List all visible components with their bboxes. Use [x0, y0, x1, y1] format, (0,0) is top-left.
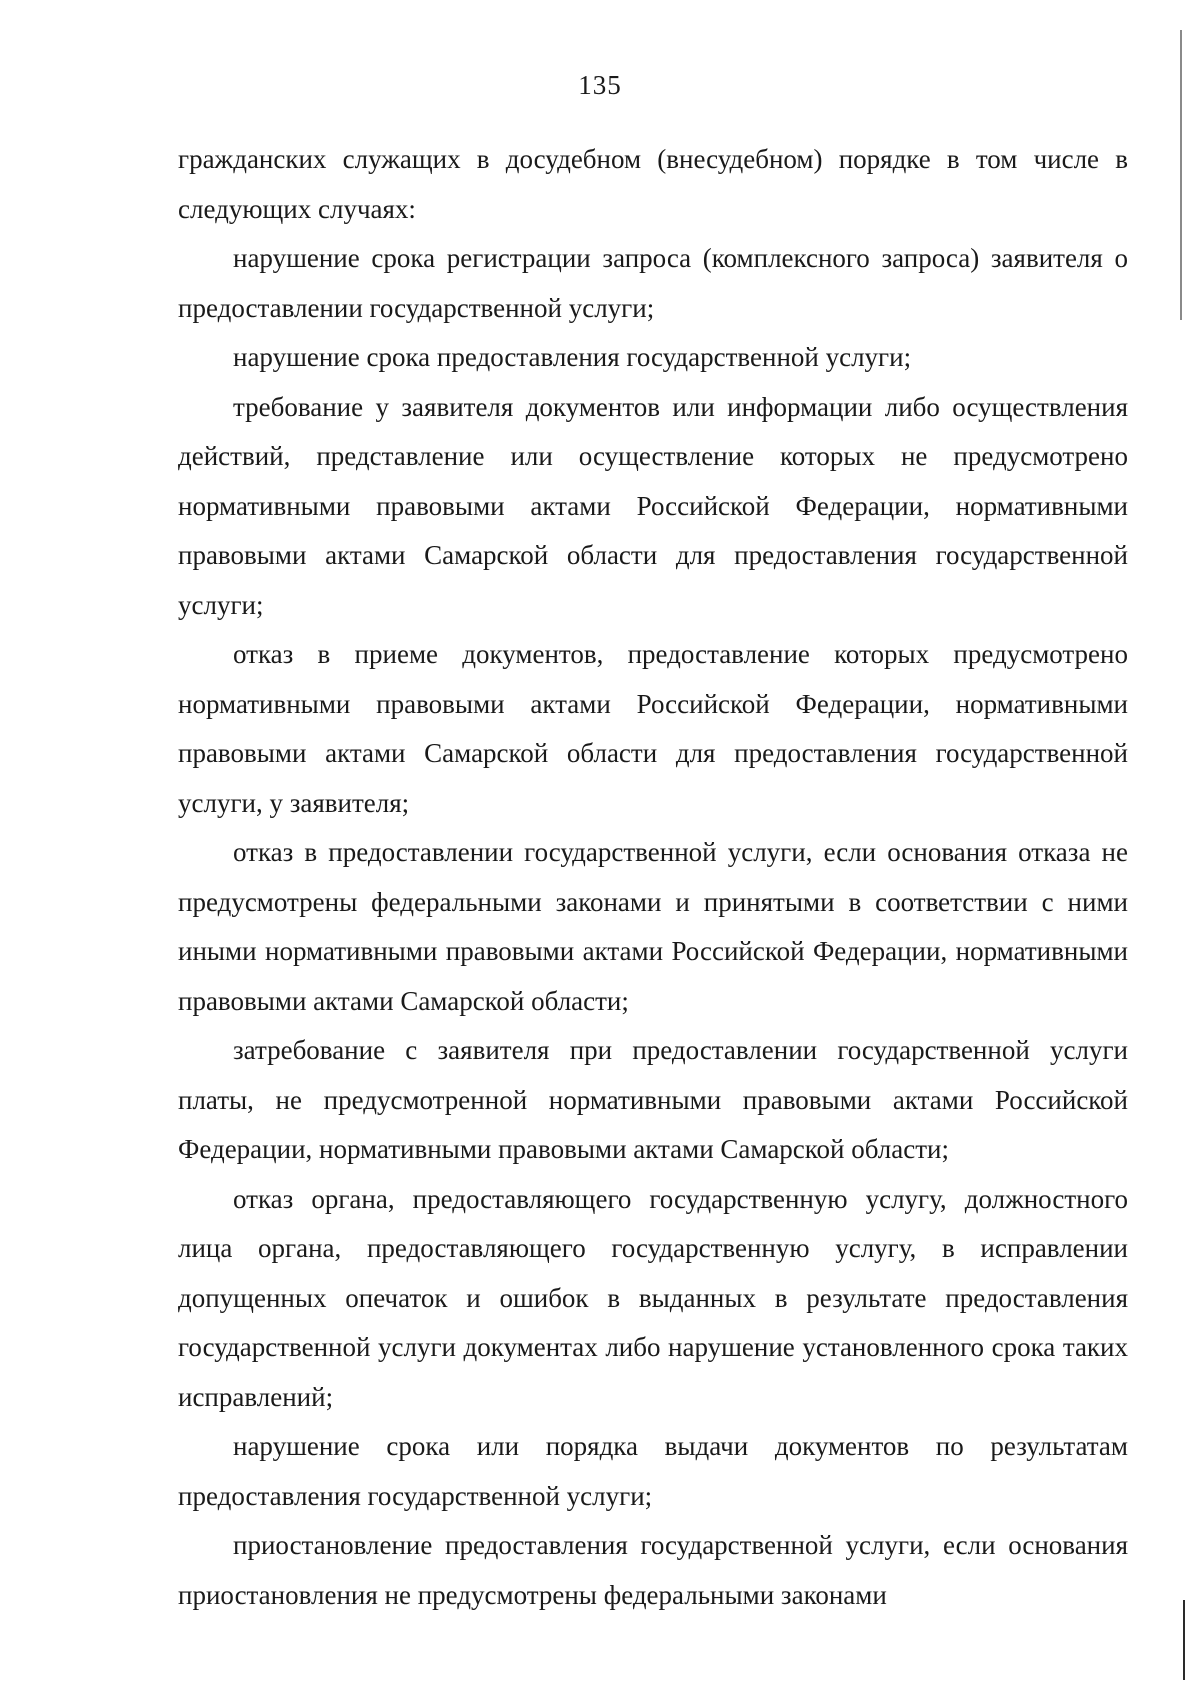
paragraph: отказ в приеме документов, предоставление которых предусмотрено нормативными правовыми актами Российской Федерации, нормативными правовыми актами Самарской области для предоставления государственной услуги, у заявителя;: [178, 639, 1128, 818]
paragraph: отказ в предоставлении государственной услуги, если основания отказа не предусмотрены федеральными законами и принятыми в соответствии с ними иными нормативными правовыми актами Российской Федерации, нормативными правовыми актами Самарской области;: [178, 837, 1128, 1016]
scan-edge-mark: [1183, 1600, 1185, 1680]
page-number: 135: [578, 70, 622, 100]
paragraph: затребование с заявителя при предоставлении государственной услуги платы, не предусмотренной нормативными правовыми актами Российской Федерации, нормативными правовыми актами Самарской области;: [178, 1035, 1128, 1164]
paragraph: приостановление предоставления государственной услуги, если основания приостановления не предусмотрены федеральными законами: [178, 1530, 1128, 1610]
body-text: [178, 135, 1128, 1620]
paragraph: нарушение срока предоставления государственной услуги;: [233, 342, 912, 372]
paragraph: гражданских служащих в досудебном (внесудебном) порядке в том числе в следующих случаях:: [178, 144, 1128, 224]
paragraph: нарушение срока регистрации запроса (комплексного запроса) заявителя о предоставлении государственной услуги;: [178, 243, 1128, 323]
paragraph: отказ органа, предоставляющего государственную услугу, должностного лица органа, предоставляющего государственную услугу, в исправлении допущенных опечаток и ошибок в выданных в результате предоставления государственной услуги документах либо нарушение установленного срока таких исправлений;: [178, 1183, 1128, 1412]
paragraph: нарушение срока или порядка выдачи документов по результатам предоставления государственной услуги;: [178, 1431, 1128, 1511]
scan-edge-mark: [1180, 30, 1182, 320]
paragraph: требование у заявителя документов или информации либо осуществления действий, представление или осуществление которых не предусмотрено нормативными правовыми актами Российской Федерации, нормативными правовыми актами Самарской области для предоставления государственной услуги;: [178, 391, 1128, 620]
